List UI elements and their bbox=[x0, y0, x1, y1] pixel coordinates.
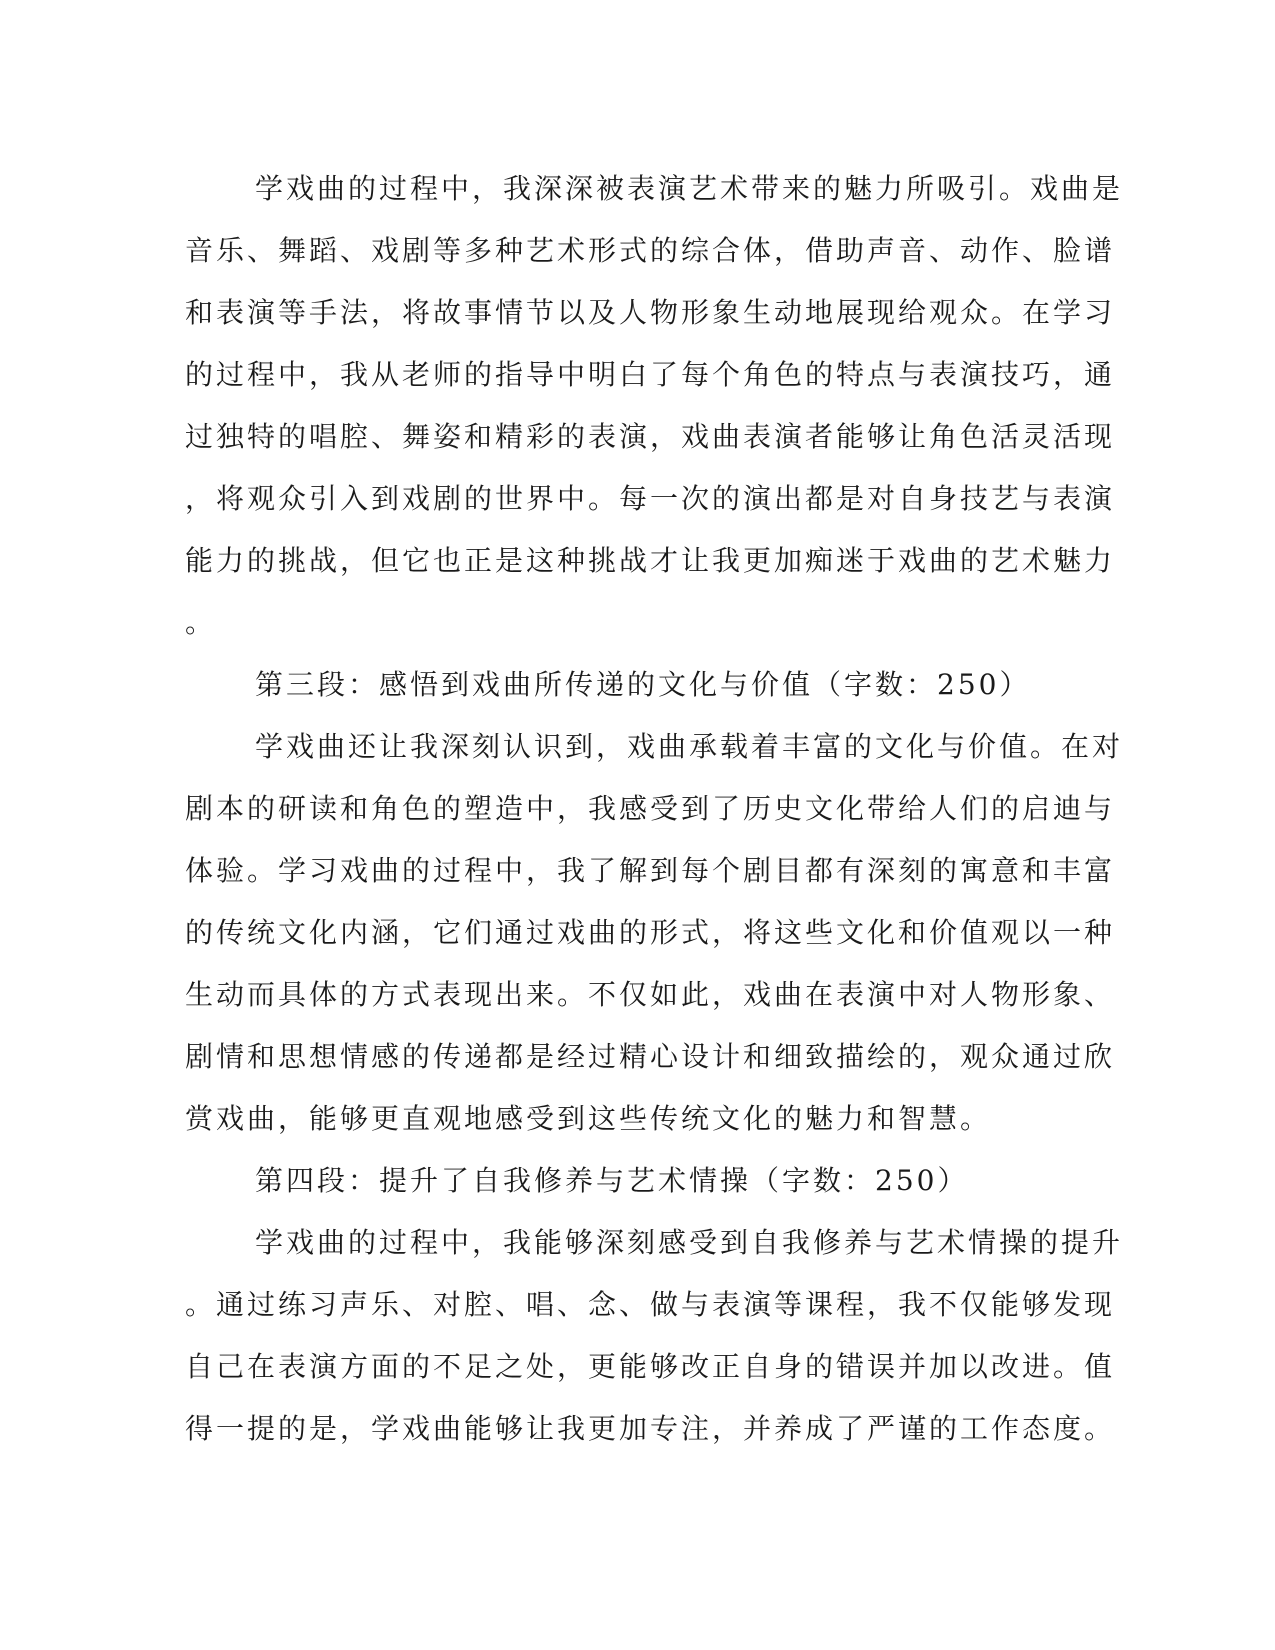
text-line: 得一提的是，学戏曲能够让我更加专注，并养成了严谨的工作态度。 bbox=[185, 1412, 1116, 1445]
text-line: 学戏曲还让我深刻认识到，戏曲承载着丰富的文化与价值。在对 bbox=[255, 730, 1124, 763]
text-line: 过独特的唱腔、舞姿和精彩的表演，戏曲表演者能够让角色活灵活现 bbox=[185, 420, 1116, 453]
document-body bbox=[185, 158, 1124, 1460]
text-line: ，将观众引入到戏剧的世界中。每一次的演出都是对自身技艺与表演 bbox=[185, 482, 1116, 515]
text-line: 赏戏曲，能够更直观地感受到这些传统文化的魅力和智慧。 bbox=[185, 1102, 992, 1135]
text-line: 。通过练习声乐、对腔、唱、念、做与表演等课程，我不仅能够发现 bbox=[185, 1288, 1116, 1321]
text-line: 体验。学习戏曲的过程中，我了解到每个剧目都有深刻的寓意和丰富 bbox=[185, 854, 1116, 887]
text-line: 自己在表演方面的不足之处，更能够改正自身的错误并加以改进。值 bbox=[185, 1350, 1116, 1383]
text-line: 学戏曲的过程中，我深深被表演艺术带来的魅力所吸引。戏曲是 bbox=[255, 172, 1124, 205]
text-line: 能力的挑战，但它也正是这种挑战才让我更加痴迷于戏曲的艺术魅力 bbox=[185, 544, 1116, 577]
text-line: 剧本的研读和角色的塑造中，我感受到了历史文化带给人们的启迪与 bbox=[185, 792, 1116, 825]
text-line: 剧情和思想情感的传递都是经过精心设计和细致描绘的，观众通过欣 bbox=[185, 1040, 1116, 1073]
section-heading-4: 第四段：提升了自我修养与艺术情操（字数：250） bbox=[255, 1164, 969, 1197]
text-line: 和表演等手法，将故事情节以及人物形象生动地展现给观众。在学习 bbox=[185, 296, 1116, 329]
text-line: 的过程中，我从老师的指导中明白了每个角色的特点与表演技巧，通 bbox=[185, 358, 1116, 391]
text-line: 生动而具体的方式表现出来。不仅如此，戏曲在表演中对人物形象、 bbox=[185, 978, 1116, 1011]
section-heading-3: 第三段：感悟到戏曲所传递的文化与价值（字数：250） bbox=[255, 668, 1031, 701]
text-line: 的传统文化内涵，它们通过戏曲的形式，将这些文化和价值观以一种 bbox=[185, 916, 1116, 949]
text-line: 学戏曲的过程中，我能够深刻感受到自我修养与艺术情操的提升 bbox=[255, 1226, 1124, 1259]
text-line: 音乐、舞蹈、戏剧等多种艺术形式的综合体，借助声音、动作、脸谱 bbox=[185, 234, 1116, 267]
text-line: 。 bbox=[185, 606, 217, 639]
